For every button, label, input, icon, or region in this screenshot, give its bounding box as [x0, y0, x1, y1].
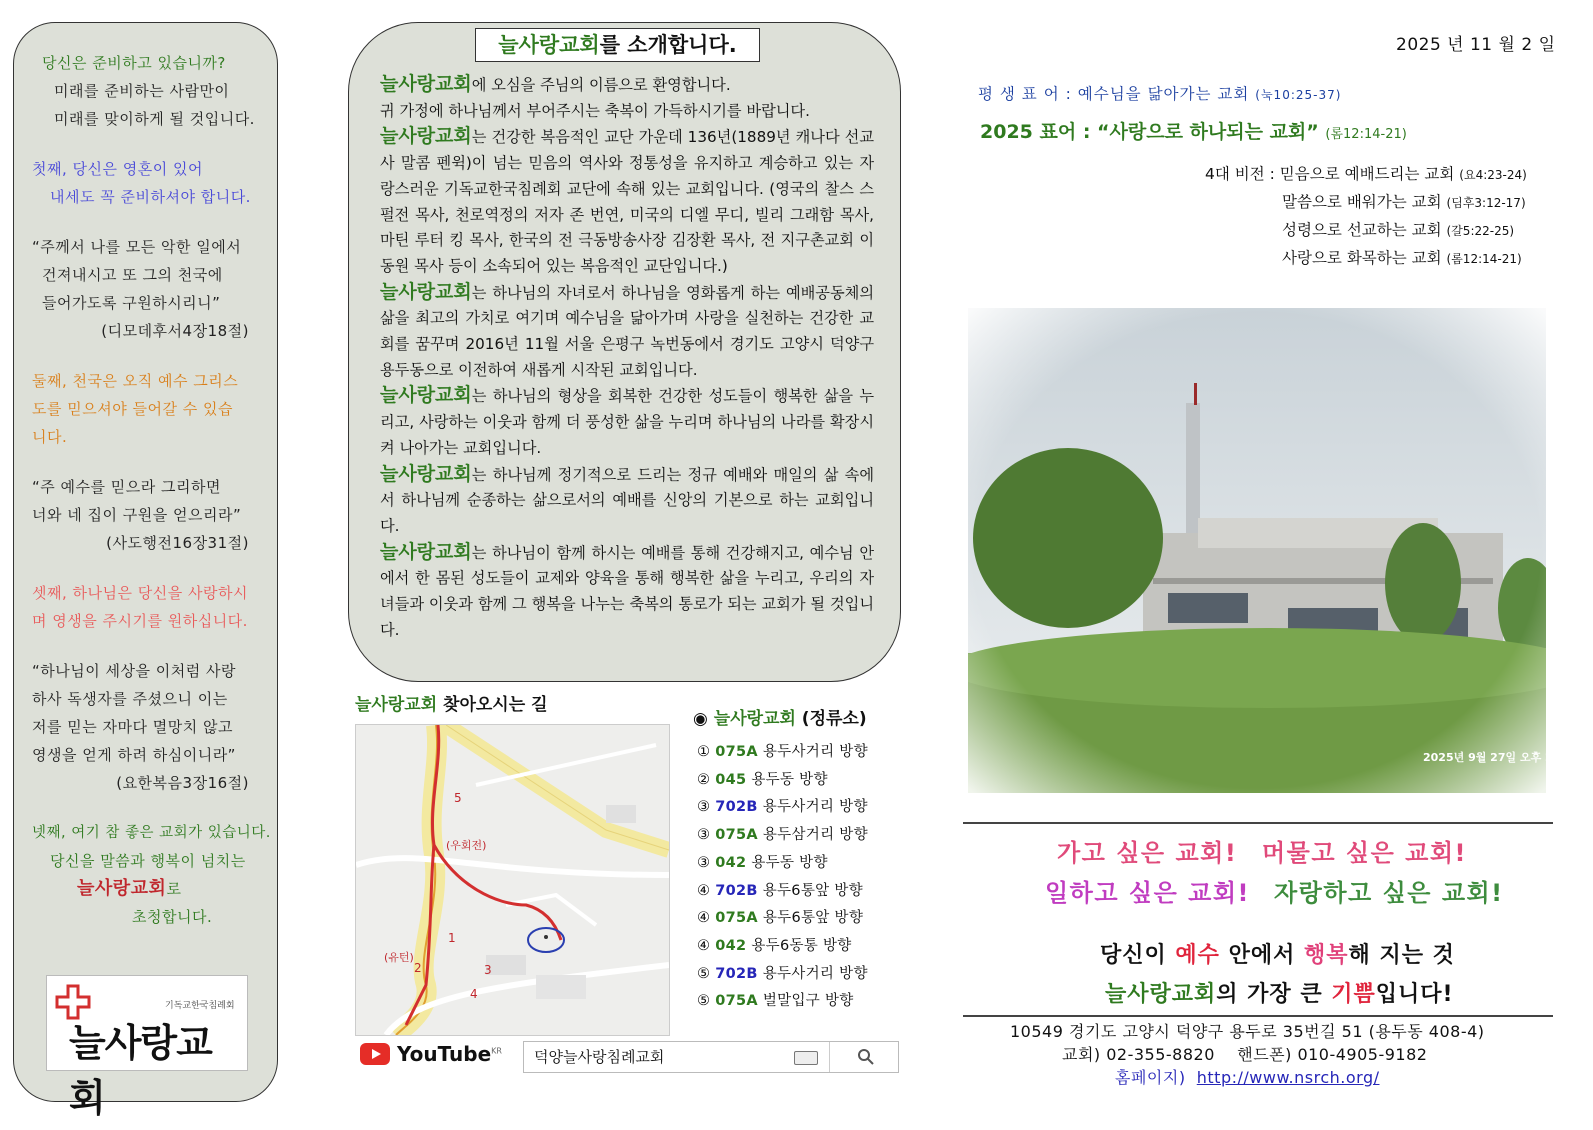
stop-number: ④ [697, 910, 711, 927]
vision-item [1282, 218, 1514, 240]
msg-part: 입니다! [1375, 982, 1454, 1007]
vision-text: 믿음으로 예배드리는 교회 [1279, 165, 1455, 183]
title-rest: 찾아오시는 길 [437, 695, 548, 715]
directions-map[interactable] [355, 724, 670, 1036]
motto-ref: (눅10:25-37) [1255, 88, 1342, 102]
question-block [32, 49, 267, 133]
point-line: 셋째, 하나님은 당신을 사랑하시 [32, 584, 248, 602]
bus-direction: 용두6통앞 방향 [762, 882, 863, 899]
church-name: 늘사랑교회 [380, 125, 472, 148]
vision-ref: (요4:23-24) [1459, 168, 1527, 182]
bulletin-date: 2025 년 11 월 2 일 [1396, 35, 1556, 55]
stop-number: ③ [697, 799, 711, 816]
bus-stop-title [693, 704, 867, 729]
point-line: 넷째, 여기 참 좋은 교회가 있습니다. [32, 825, 271, 841]
verse-line: 영생을 얻게 하려 하심이니라” [32, 746, 236, 764]
vision-item [1282, 190, 1526, 212]
slogan: 가고 싶은 교회! [1057, 839, 1238, 867]
verse-line: 너와 네 집이 구원을 얻으리라” [32, 506, 242, 524]
map-label: (유턴) [384, 951, 414, 964]
church-photo [968, 308, 1546, 793]
left-panel [13, 22, 278, 1102]
search-input[interactable]: 덕양늘사랑침례교회 [534, 1048, 665, 1066]
church-name: 늘사랑교회 [380, 540, 472, 563]
church-name: 늘사랑교회 [77, 878, 167, 899]
slogan: 머물고 싶은 교회! [1262, 839, 1467, 867]
bus-direction: 용두동 방향 [751, 854, 828, 871]
vision-ref: (롬12:14-21) [1446, 252, 1522, 266]
bus-route: 075A [715, 910, 758, 927]
point-line: 둘째, 천국은 오직 예수 그리스 [32, 372, 239, 390]
verse-line: “주께서 나를 모든 악한 일에서 [32, 238, 242, 256]
bus-route: 045 [715, 771, 747, 788]
verse-ref: (디모데후서4장18절) [101, 322, 249, 340]
question-title: 당신은 준비하고 있습니까? [42, 54, 226, 72]
verse-ref: (요한복음3장16절) [116, 774, 249, 792]
bus-direction: 용두사거리 방향 [762, 744, 868, 760]
motto-ref: (롬12:14-21) [1325, 127, 1407, 142]
homepage-row [1115, 1065, 1380, 1088]
church-phone: 교회) 02-355-8820 핸드폰) 010-4905-9182 [1062, 1045, 1428, 1064]
church-name: 늘사랑교회 [380, 462, 472, 485]
bus-direction: 용두삼거리 방향 [762, 827, 868, 844]
point-line: 당신을 말씀과 행복이 넘치는 [50, 852, 246, 870]
point-1 [32, 155, 267, 211]
bus-route: 042 [715, 854, 747, 871]
point-line: 첫째, 당신은 영혼이 있어 [32, 160, 203, 178]
title-church: 늘사랑교회 [498, 33, 600, 57]
bus-stop-row [697, 851, 828, 872]
youtube-play-icon [360, 1043, 390, 1065]
bus-stop-row [697, 740, 868, 761]
intro-para: 는 하나님이 함께 하시는 예배를 통해 건강해지고, 예수님 안에서 한 몸된 성도들이 교제와 양육을 통해 행복한 삶을 누리고, 우리의 자녀들과 이웃과 함께 그 행복을 나누는 축복의 통로가 되는 교회가 될 것입니다. [380, 543, 874, 639]
bus-stop-row [697, 906, 863, 927]
msg-part: 의 가장 큰 [1216, 982, 1332, 1007]
map-marker: 1 [448, 931, 456, 945]
vision-text: 사랑으로 화목하는 교회 [1282, 249, 1442, 267]
intro-para: 는 건강한 복음적인 교단 가운데 136년(1889년 캐나다 선교사 말콤 펜윅)이 넘는 믿음의 역사와 정통성을 유지하고 계승하고 있는 자랑스러운 기독교한국침례회 교단에 속해 있는 교회입니다. (영국의 찰스 스펄전 목사, 천로역정의 저자 존 번연, 미국의 디엘 무디, 빌리 그래함 목사, 마틴 루터 킹 목사, 한국의 전 극동방송사장 김장환 목사, 전 지구촌교회 이동원 목사 등이 소속되어 있는 복음적인 교단입니다.) [380, 128, 874, 275]
bus-direction: 용두사거리 방향 [762, 965, 868, 982]
vision-text: 성령으로 선교하는 교회 [1282, 221, 1442, 239]
map-marker: 3 [484, 963, 492, 977]
slogan: 일하고 싶은 교회! [1045, 879, 1250, 907]
title-church: 늘사랑교회 [355, 695, 438, 715]
bus-stop-row [697, 768, 828, 789]
homepage-link[interactable]: http://www.nsrch.org/ [1196, 1068, 1380, 1087]
verse-ref: (사도행전16장31절) [106, 534, 249, 552]
stop-number: ③ [697, 827, 711, 844]
stop-number: ④ [697, 937, 711, 954]
intro-text [380, 72, 874, 643]
verse-3 [32, 657, 267, 797]
msg-part: 해 지는 것 [1348, 943, 1455, 968]
divider [963, 1015, 1553, 1017]
stop-number: ④ [697, 882, 711, 899]
verse-1 [32, 233, 267, 345]
intro-para: 에 오심을 주님의 이름으로 환영합니다. [471, 76, 731, 94]
motto-text: 2025 표어 : “사랑으로 하나되는 교회” [980, 121, 1319, 143]
bus-route: 702B [715, 799, 758, 816]
intro-para: 는 하나님께 정기적으로 드리는 정규 예배와 매일의 삶 속에서 하나님께 순종하는 삶으로서의 예배를 신앙의 기본으로 하는 교회입니다. [380, 465, 874, 535]
logo-text: 늘사랑교회 [69, 1021, 212, 1120]
church-building-image [968, 308, 1546, 793]
question-line: 미래를 맞이하게 될 것입니다. [54, 110, 255, 128]
vision-ref: (딤후3:12-17) [1446, 196, 1526, 210]
bus-stop-row [697, 934, 852, 955]
divider [963, 822, 1553, 824]
stop-number: ⑤ [697, 965, 711, 982]
search-icon[interactable] [857, 1048, 875, 1066]
bus-stop-row [697, 823, 868, 844]
point-2 [32, 367, 267, 451]
msg-highlight: 기쁨 [1331, 982, 1376, 1007]
msg-highlight: 예수 [1175, 943, 1220, 968]
point-3 [32, 579, 267, 635]
message-line [1105, 977, 1454, 1008]
question-line: 미래를 준비하는 사람만이 [54, 82, 230, 100]
stop-number: ⑤ [697, 993, 711, 1010]
bus-route: 075A [715, 993, 758, 1010]
bus-stop-row [697, 962, 868, 983]
point-line: 며 영생을 주시기를 원하십니다. [32, 612, 248, 630]
map-label: (우회전) [446, 839, 487, 852]
keyboard-icon[interactable] [794, 1051, 818, 1065]
verse-line: 건져내시고 또 그의 천국에 [42, 266, 223, 284]
verse-line: 하사 독생자를 주셨으니 이는 [32, 690, 228, 708]
photo-timestamp: 2025년 9월 27일 오후 2:53 [1423, 751, 1573, 764]
bus-direction: 용두사거리 방향 [762, 799, 868, 816]
bus-route: 075A [715, 744, 758, 760]
bus-route: 702B [715, 965, 758, 982]
point-line: 내세도 꼭 준비하셔야 합니다. [50, 188, 251, 206]
intro-para: 는 하나님의 자녀로서 하나님을 영화롭게 하는 예배공동체의 삶을 최고의 가치로 여기며 예수님을 닮아가며 사랑을 실천하는 건강한 교회를 꿈꾸며 2016년 11월 서울 은평구 녹번동에서 경기도 고양시 덕양구 용두동으로 이전하여 새롭게 시작된 교회입니다. [380, 283, 874, 379]
intro-para: 는 하나님의 형상을 회복한 건강한 성도들이 행복한 삶을 누리고, 사랑하는 이웃과 함께 더 풍성한 삶을 누리며 하나님의 나라를 확장시켜 나아가는 교회입니다. [380, 387, 874, 457]
church-name: 늘사랑교회 [380, 384, 472, 407]
logo-denomination: 기독교한국침례회 [165, 1001, 235, 1011]
bus-direction: 용두6통앞 방향 [762, 910, 864, 927]
youtube-logo[interactable] [360, 1042, 502, 1066]
map-marker: 5 [454, 791, 462, 805]
msg-part: 당신이 [1100, 943, 1176, 968]
point-line: 도를 믿으셔야 들어갈 수 있습 [32, 400, 233, 418]
church-name: 늘사랑교회 [380, 280, 472, 303]
bus-stop-row [697, 795, 868, 816]
stop-number: ② [697, 771, 711, 788]
point-line: 로 [166, 880, 182, 898]
bus-route: 042 [715, 937, 747, 954]
stop-number: ① [697, 744, 711, 760]
msg-highlight: 행복 [1304, 943, 1349, 968]
bus-direction: 용두동 방향 [751, 771, 828, 788]
stop-number: ③ [697, 854, 711, 871]
vision-item [1282, 246, 1522, 268]
vision-label: 4대 비전 : [1205, 165, 1280, 183]
radio-icon: ◉ [693, 709, 714, 729]
map-marker: 2 [414, 961, 422, 975]
point-line: 니다. [32, 428, 68, 446]
bus-route: 075A [715, 827, 758, 844]
message-line [1100, 938, 1455, 969]
verse-line: 저를 믿는 자마다 멸망치 않고 [32, 718, 233, 736]
msg-highlight: 늘사랑교회 [1105, 982, 1217, 1007]
youtube-kr: KR [491, 1046, 502, 1056]
map-drawing [356, 725, 669, 1035]
verse-line: 들어가도록 구원하시리니” [42, 294, 221, 312]
vision-ref: (갈5:22-25) [1446, 224, 1515, 238]
lifetime-motto [978, 82, 1341, 104]
bus-route: 702B [715, 882, 758, 899]
youtube-text: YouTube [396, 1042, 492, 1066]
verse-line: “주 예수를 믿으라 그리하면 [32, 478, 221, 496]
point-4 [32, 819, 271, 931]
map-marker: 4 [470, 987, 478, 1001]
bus-direction: 벌말입구 방향 [762, 993, 854, 1010]
slogan: 자랑하고 싶은 교회! [1274, 879, 1504, 907]
church-name: 늘사랑교회 [380, 73, 472, 95]
vision-text: 말씀으로 배워가는 교회 [1282, 193, 1442, 211]
title-church: 늘사랑교회 [713, 709, 796, 729]
homepage-label: 홈페이지) [1115, 1068, 1186, 1087]
bus-direction: 용두6동통 방향 [751, 937, 852, 954]
bus-stop-row [697, 989, 854, 1010]
title-rest: 를 소개합니다. [599, 33, 737, 57]
church-address: 10549 경기도 고양시 덕양구 용두로 35번길 51 (용두동 408-4) [1010, 1022, 1485, 1041]
title-rest: (정류소) [795, 709, 867, 729]
point-line: 초청합니다. [132, 908, 213, 926]
msg-part: 안에서 [1219, 943, 1305, 968]
year-motto [980, 117, 1407, 144]
intro-title [475, 28, 760, 62]
verse-2 [32, 473, 267, 557]
church-logo [46, 975, 248, 1120]
intro-para: 귀 가정에 하나님께서 부어주시는 축복이 가득하시기를 바랍니다. [380, 101, 810, 120]
verse-line: “하나님이 세상을 이처럼 사랑 [32, 662, 236, 680]
motto-text: 평 생 표 어 : 예수님을 닮아가는 교회 [978, 85, 1250, 103]
bus-stop-row [697, 879, 863, 900]
map-title [355, 690, 548, 715]
vision-item [1205, 162, 1527, 184]
